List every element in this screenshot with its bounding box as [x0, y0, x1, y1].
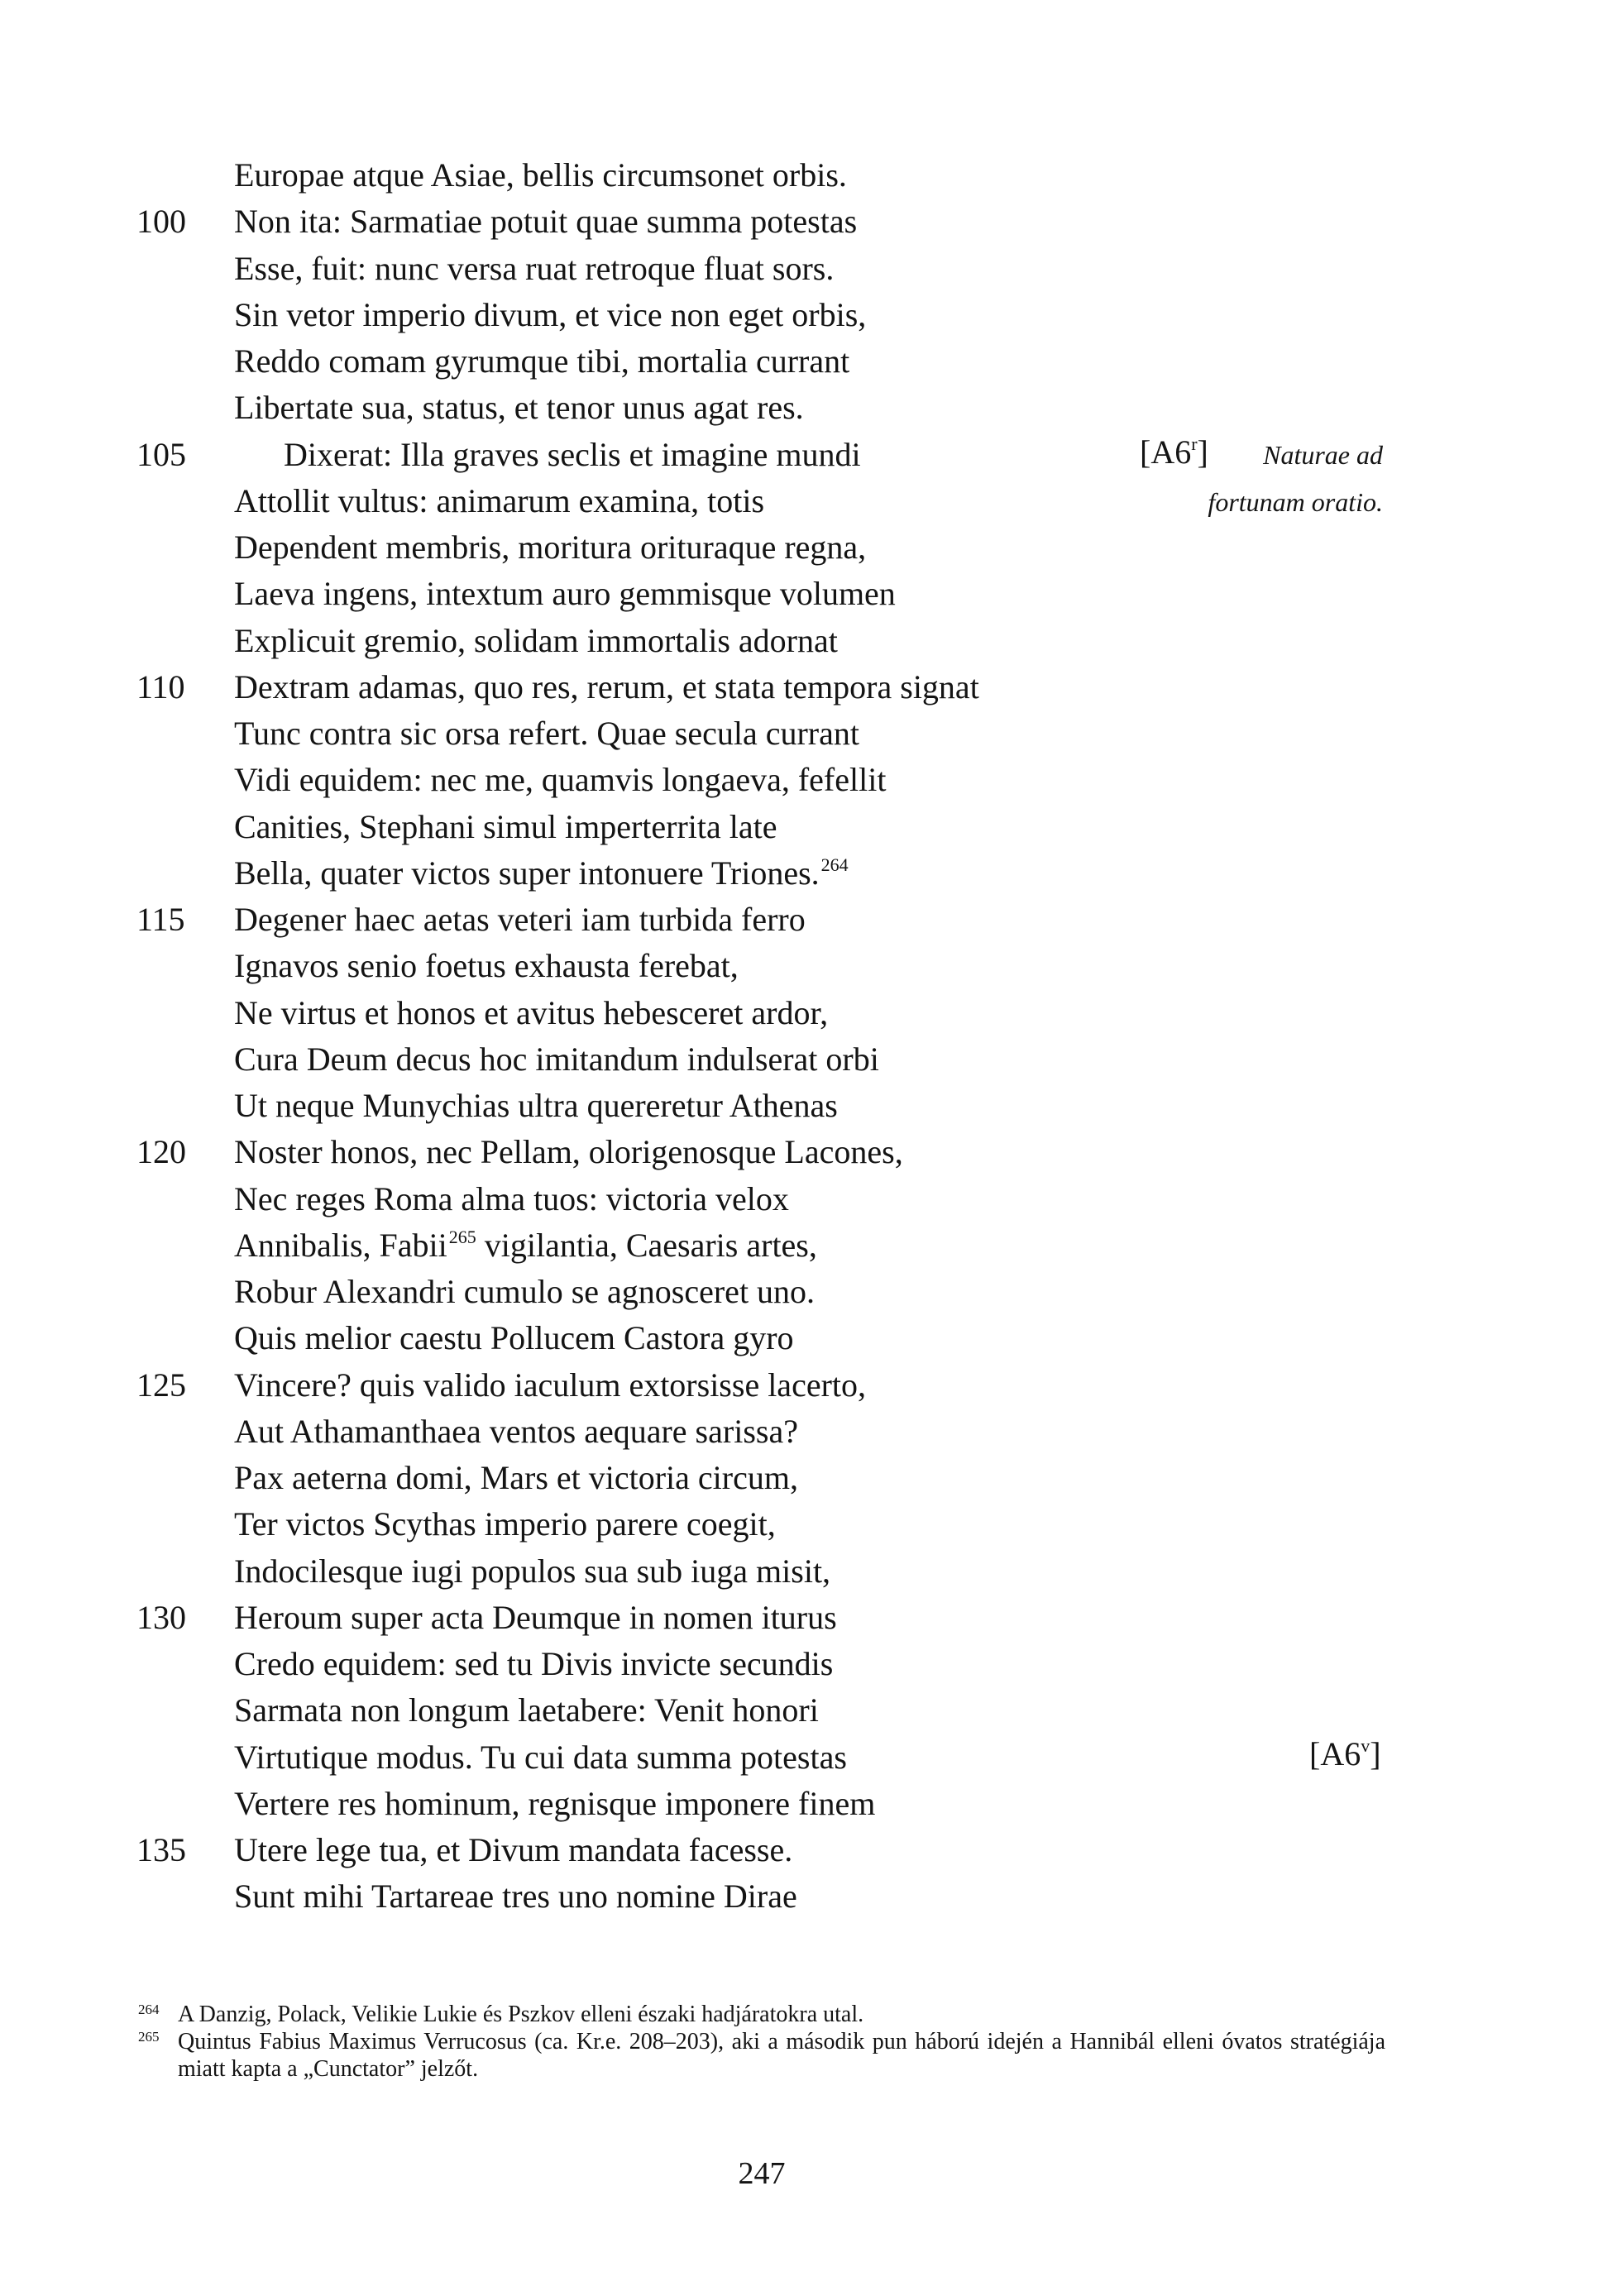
verse-text-main: Ter victos Scythas imperio parere coegit,: [234, 1505, 776, 1543]
verse-text: [234, 664, 979, 710]
line-number: 100: [136, 203, 186, 241]
gloss-line-2: fortunam oratio.: [1208, 487, 1383, 517]
verse-text-main: Sarmata non longum laetabere: Venit honori: [234, 1691, 819, 1729]
verse-text-main: Quis melior caestu Pollucem Castora gyro: [234, 1319, 794, 1357]
verse-text: [234, 338, 849, 385]
verse-text-main: Non ita: Sarmatiae potuit quae summa potestas: [234, 203, 858, 241]
verse-text: [234, 710, 859, 757]
verse-text-main: Attollit vultus: animarum examina, totis: [234, 481, 765, 519]
verse-text: [234, 152, 847, 199]
verse-text: [234, 1873, 797, 1920]
verse-text-main: Vidi equidem: nec me, quamvis longaeva, fefellit: [234, 761, 887, 799]
verse-text-main: Dextram adamas, quo res, rerum, et stata tempora signat: [234, 667, 979, 706]
verse-text-main: Bella, quater victos super intonuere Triones.: [234, 854, 820, 892]
signature-text: [A6: [1140, 433, 1192, 471]
verse-text-continued: vigilantia, Caesaris artes,: [476, 1226, 817, 1264]
signature-mark-a6r: [1140, 433, 1208, 471]
verse-text-main: Dixerat: Illa graves seclis et imagine mundi: [284, 435, 861, 473]
verse-text-main: Aut Athamanthaea ventos aequare sarissa?: [234, 1412, 798, 1450]
gloss-line-1: Naturae ad: [1263, 440, 1383, 470]
verse-text: [234, 1176, 789, 1222]
verse-text-main: Heroum super acta Deumque in nomen iturus: [234, 1598, 837, 1636]
line-number: 110: [136, 667, 185, 706]
verse-text-main: Laeva ingens, intextum auro gemmisque volumen: [234, 575, 896, 613]
verse-text-main: Degener haec aetas veteri iam turbida ferro: [234, 901, 806, 938]
verse-text: [234, 478, 764, 524]
verse-text-main: Canities, Stephani simul imperterrita late: [234, 807, 777, 845]
signature-text: [A6: [1309, 1735, 1361, 1772]
verse-text-main: Ignavos senio foetus exhausta ferebat,: [234, 947, 739, 985]
verse-text: [234, 618, 838, 664]
footnote-number: 265: [138, 2029, 160, 2045]
footnote-number: 264: [138, 2002, 160, 2017]
footnote-text: Quintus Fabius Maximus Verrucosus (ca. Kr.e. 208–203), aki a második pun háború idején a Hannibál elleni óvatos stratégiája miatt kapta a „Cunctator” jelzőt.: [178, 2029, 1385, 2082]
verse-text-main: Reddo comam gyrumque tibi, mortalia currant: [234, 342, 850, 380]
verse-text-main: Annibalis, Fabii: [234, 1226, 447, 1264]
footnote-reference[interactable]: 264: [820, 854, 849, 875]
footnote-reference[interactable]: 265: [448, 1226, 476, 1247]
verse-text-main: Virtutique modus. Tu cui data summa potestas: [234, 1738, 847, 1776]
verse-text-main: Esse, fuit: nunc versa ruat retroque fluat sors.: [234, 249, 835, 287]
footnote-264: [138, 2001, 1385, 2028]
verse-text: [234, 1781, 875, 1827]
verse-text: [234, 1734, 847, 1781]
verse-text-main: Sin vetor imperio divum, et vice non eget orbis,: [234, 295, 867, 333]
verse-text-main: Ne virtus et honos et avitus hebesceret ardor,: [234, 993, 829, 1031]
verse-text: [234, 990, 828, 1036]
verse-text-main: Cura Deum decus hoc imitandum indulserat orbi: [234, 1040, 879, 1078]
line-number: 115: [136, 901, 185, 938]
marginal-gloss: [1208, 432, 1383, 526]
verse-text-main: Vincere? quis valido iaculum extorsisse lacerto,: [234, 1366, 867, 1404]
verse-text-main: Libertate sua, status, et tenor unus agat res.: [234, 389, 804, 427]
verse-text-main: Ut neque Munychias ultra quereretur Athenas: [234, 1087, 838, 1124]
verse-text: [234, 1315, 794, 1361]
line-number: 125: [136, 1366, 186, 1404]
line-number: 135: [136, 1831, 186, 1868]
verse-text: [234, 1501, 776, 1547]
verse-text-main: Indocilesque iugi populos sua sub iuga misit,: [234, 1552, 831, 1590]
verse-text: [234, 292, 866, 338]
verse-text: [284, 432, 861, 478]
verse-text-main: Explicuit gremio, solidam immortalis adornat: [234, 621, 838, 659]
verse-text: [234, 524, 866, 571]
verse-text: [234, 804, 777, 850]
verse-text: [234, 1083, 838, 1129]
verse-text: [234, 1269, 815, 1315]
verse-text-main: Sunt mihi Tartareae tres uno nomine Dirae: [234, 1877, 797, 1916]
verse-text: [234, 1827, 792, 1873]
verse-text-main: Noster honos, nec Pellam, olorigenosque Lacones,: [234, 1133, 903, 1171]
verse-text: [234, 1036, 879, 1083]
signature-superscript: r: [1191, 433, 1198, 454]
footnote-text: A Danzig, Polack, Velikie Lukie és Pszkov elleni északi hadjáratokra utal.: [178, 2002, 864, 2027]
verse-text-main: Utere lege tua, et Divum mandata facesse.: [234, 1831, 793, 1868]
signature-mark-a6v: [1309, 1734, 1381, 1773]
line-number: 130: [136, 1598, 186, 1636]
verse-text-main: Pax aeterna domi, Mars et victoria circum,: [234, 1459, 798, 1496]
signature-bracket: ]: [1370, 1735, 1381, 1772]
verse-text: [234, 757, 886, 803]
page-number: 247: [738, 2156, 786, 2191]
verse-text: [234, 1222, 817, 1274]
verse-text: [234, 571, 896, 617]
signature-bracket: ]: [1197, 433, 1208, 471]
verse-text-main: Nec reges Roma alma tuos: victoria velox: [234, 1179, 789, 1217]
verse-text: [234, 199, 857, 245]
verse-text: [234, 246, 834, 292]
verse-text-main: Europae atque Asiae, bellis circumsonet orbis.: [234, 156, 847, 194]
line-number: 120: [136, 1133, 186, 1171]
verse-text-main: Robur Alexandri cumulo se agnosceret uno.: [234, 1273, 816, 1310]
footnotes: [138, 2001, 1385, 2083]
verse-text: [234, 943, 739, 989]
verse-text: [234, 1548, 830, 1595]
verse-text: [234, 385, 804, 431]
line-number: 105: [136, 435, 186, 473]
verse-text-main: Dependent membris, moritura orituraque regna,: [234, 529, 867, 566]
verse-text: [234, 850, 849, 902]
verse-text: [234, 1362, 866, 1409]
verse-text-main: Vertere res hominum, regnisque imponere finem: [234, 1784, 876, 1822]
verse-text: [234, 1409, 798, 1455]
signature-superscript: v: [1361, 1735, 1370, 1756]
verse-text: [234, 1641, 833, 1687]
verse-text: [234, 897, 806, 943]
verse-text-main: Tunc contra sic orsa refert. Quae secula currant: [234, 715, 859, 752]
verse-text: [234, 1129, 903, 1175]
verse-text: [234, 1687, 819, 1734]
verse-text: [234, 1595, 837, 1641]
footnote-265: [138, 2028, 1385, 2083]
verse-text-main: Credo equidem: sed tu Divis invicte secundis: [234, 1645, 834, 1682]
verse-text: [234, 1455, 798, 1501]
